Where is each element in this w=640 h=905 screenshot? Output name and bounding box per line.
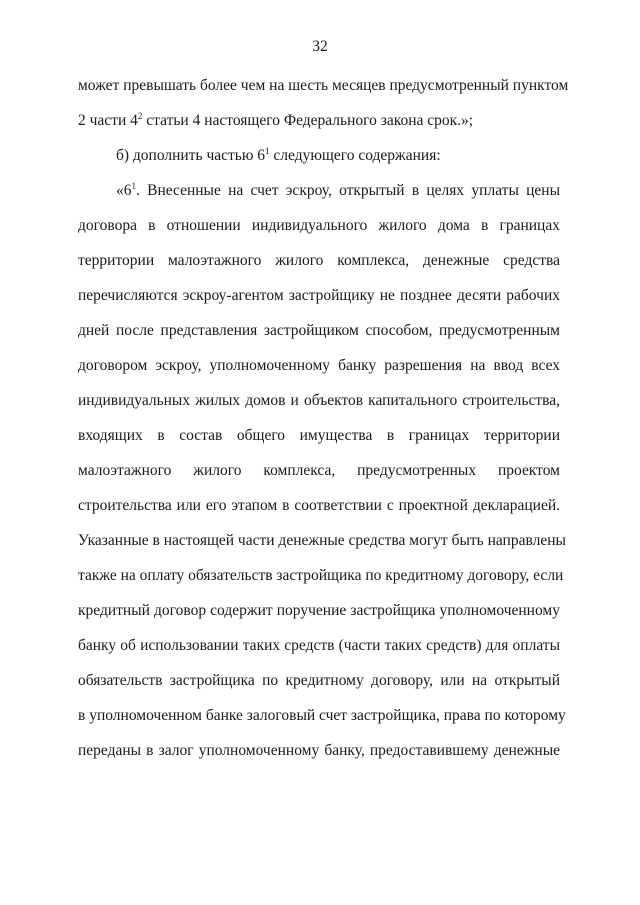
- page-number: 32: [312, 38, 328, 55]
- text-line: [78, 566, 564, 586]
- text-line: [78, 741, 560, 761]
- superscript: 1: [131, 181, 136, 191]
- text-segment: кредитный договор содержит поручение застройщика уполномоченному: [78, 602, 560, 619]
- text-segment: обязательств застройщика по кредитному договору, или на открытый: [78, 672, 560, 689]
- text-line: [78, 321, 560, 341]
- text-line: [78, 601, 560, 621]
- text-segment: Указанные в настоящей части денежные средства могут быть направлены: [78, 532, 566, 549]
- text-segment: следующего содержания:: [269, 147, 441, 164]
- text-segment: индивидуальных жилых домов и объектов капитального строительства,: [78, 392, 560, 409]
- text-line: [116, 181, 560, 201]
- text-line: [78, 496, 560, 516]
- superscript: 1: [265, 146, 270, 156]
- text-segment: территории малоэтажного жилого комплекса, денежные средства: [78, 252, 560, 269]
- text-segment: договора в отношении индивидуального жилого дома в границах: [78, 217, 560, 234]
- text-segment: банку об использовании таких средств (части таких средств) для оплаты: [78, 637, 560, 654]
- text-line: [78, 286, 560, 306]
- text-segment: статьи 4 настоящего Федерального закона срок.»;: [142, 112, 474, 129]
- text-line: [78, 111, 560, 131]
- text-line: [78, 426, 560, 446]
- text-segment: малоэтажного жилого комплекса, предусмотренных проектом: [78, 462, 560, 479]
- text-segment: переданы в залог уполномоченному банку, предоставившему денежные: [78, 742, 560, 759]
- text-segment: перечисляются эскроу-агентом застройщику не позднее десяти рабочих: [78, 287, 560, 304]
- text-line: [78, 356, 560, 376]
- text-segment: в уполномоченном банке залоговый счет застройщика, права по которому: [78, 707, 566, 724]
- text-line: [116, 146, 560, 166]
- text-line: [78, 706, 566, 726]
- text-segment: дней после представления застройщиком способом, предусмотренным: [78, 322, 560, 339]
- text-segment: также на оплату обязательств застройщика по кредитному договору, если: [78, 567, 564, 584]
- text-segment: . Внесенные на счет эскроу, открытый в целях уплаты цены: [136, 182, 560, 199]
- text-segment: входящих в состав общего имущества в границах территории: [78, 427, 560, 444]
- text-segment: строительства или его этапом в соответствии с проектной декларацией.: [78, 497, 560, 514]
- text-line: [78, 76, 569, 96]
- text-line: [78, 391, 560, 411]
- text-line: [78, 671, 560, 691]
- text-segment: 2 части 4: [78, 112, 138, 129]
- text-line: [78, 216, 560, 236]
- text-segment: б) дополнить частью 6: [116, 147, 266, 164]
- text-line: [78, 461, 560, 481]
- text-line: [78, 531, 566, 551]
- superscript: 2: [137, 111, 143, 121]
- text-segment: может превышать более чем на шесть месяцев предусмотренный пунктом: [78, 77, 569, 94]
- text-segment: «6: [116, 182, 132, 199]
- text-line: [78, 636, 560, 656]
- text-segment: договором эскроу, уполномоченному банку разрешения на ввод всех: [78, 357, 560, 374]
- text-line: [78, 251, 560, 271]
